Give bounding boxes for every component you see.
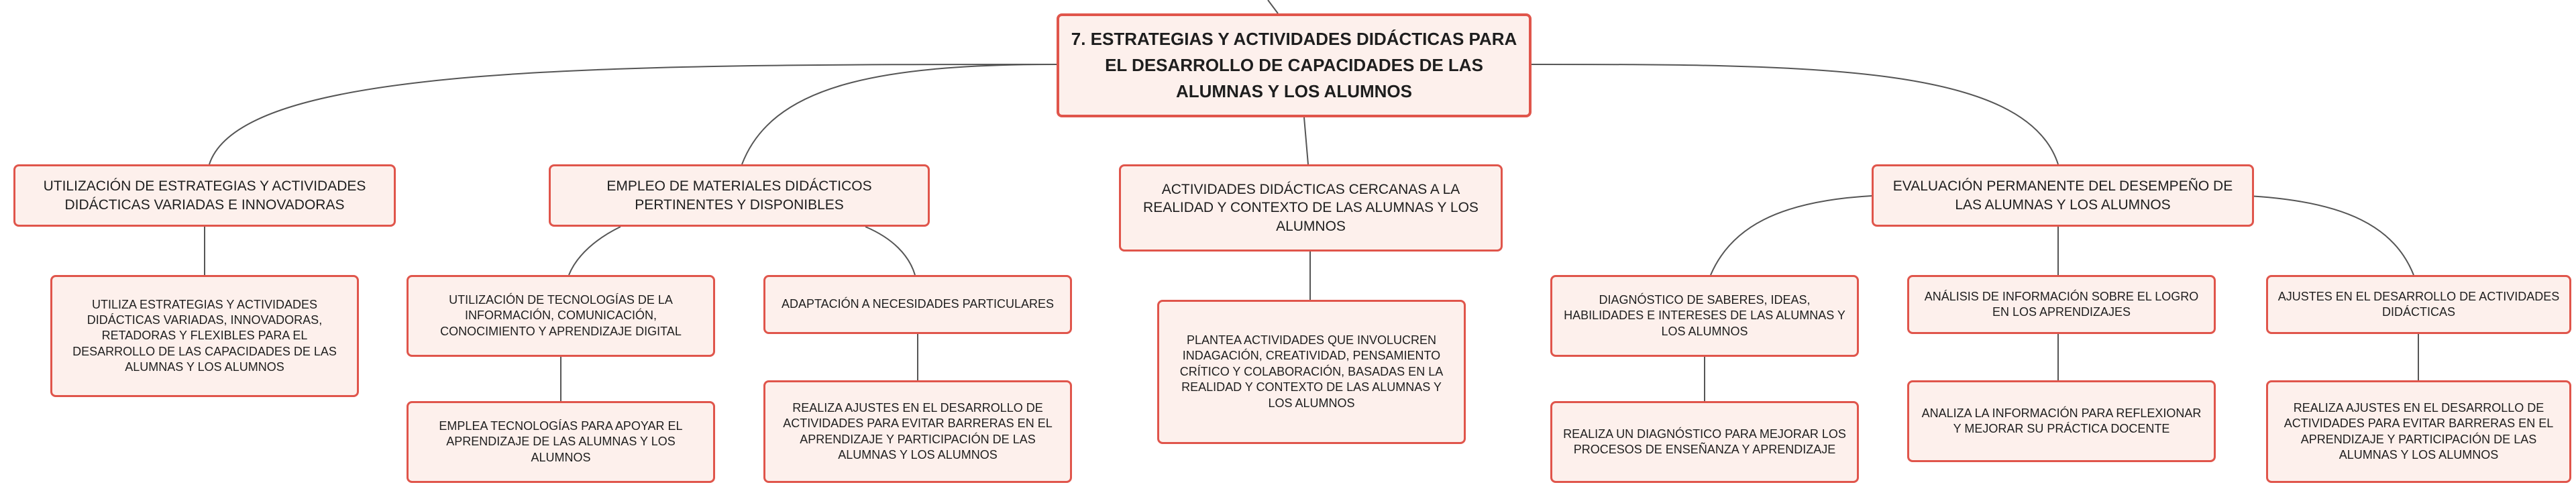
connector-b3-c0	[1711, 196, 1872, 275]
subtopic-analisis-informacion[interactable]: ANÁLISIS DE INFORMACIÓN SOBRE EL LOGRO EN LOS APRENDIZAJES	[1907, 275, 2216, 334]
branch-estrategias-variadas[interactable]: UTILIZACIÓN DE ESTRATEGIAS Y ACTIVIDADES DIDÁCTICAS VARIADAS E INNOVADORAS	[13, 164, 396, 227]
subtopic-diagnostico-saberes[interactable]: DIAGNÓSTICO DE SABERES, IDEAS, HABILIDADES E INTERESES DE LAS ALUMNAS Y LOS ALUMNOS	[1550, 275, 1859, 357]
leaf-analiza-informacion[interactable]: ANALIZA LA INFORMACIÓN PARA REFLEXIONAR Y MEJORAR SU PRÁCTICA DOCENTE	[1907, 380, 2216, 462]
leaf-realiza-ajustes-2[interactable]: REALIZA AJUSTES EN EL DESARROLLO DE ACTIVIDADES PARA EVITAR BARRERAS EN EL APRENDIZAJE Y PARTICIPACIÓN DE LAS ALUMNAS Y LOS ALUMNOS	[2266, 380, 2571, 483]
leaf-emplea-tecnologias[interactable]: EMPLEA TECNOLOGÍAS PARA APOYAR EL APRENDIZAJE DE LAS ALUMNAS Y LOS ALUMNOS	[407, 401, 715, 483]
branch-actividades-cercanas[interactable]: ACTIVIDADES DIDÁCTICAS CERCANAS A LA REALIDAD Y CONTEXTO DE LAS ALUMNAS Y LOS ALUMNOS	[1119, 164, 1503, 252]
subtopic-adaptacion-necesidades[interactable]: ADAPTACIÓN A NECESIDADES PARTICULARES	[763, 275, 1072, 334]
subtopic-utiliza-estrategias[interactable]: UTILIZA ESTRATEGIAS Y ACTIVIDADES DIDÁCTICAS VARIADAS, INNOVADORAS, RETADORAS Y FLEXIBLES PARA EL DESARROLLO DE LAS CAPACIDADES DE LAS ALUMNAS Y LOS ALUMNOS	[50, 275, 359, 397]
connector-root-b1	[742, 64, 1057, 164]
branch-evaluacion-permanente[interactable]: EVALUACIÓN PERMANENTE DEL DESEMPEÑO DE LAS ALUMNAS Y LOS ALUMNOS	[1872, 164, 2254, 227]
connector-root-b2	[1304, 117, 1308, 164]
connector-b3-c2	[2247, 196, 2414, 275]
connector-b1-c1	[865, 227, 915, 275]
connector-root-b0	[209, 64, 1057, 164]
subtopic-tecnologias-informacion[interactable]: UTILIZACIÓN DE TECNOLOGÍAS DE LA INFORMACIÓN, COMUNICACIÓN, CONOCIMIENTO Y APRENDIZAJE DIGITAL	[407, 275, 715, 357]
leaf-realiza-ajustes-1[interactable]: REALIZA AJUSTES EN EL DESARROLLO DE ACTIVIDADES PARA EVITAR BARRERAS EN EL APRENDIZAJE Y PARTICIPACIÓN DE LAS ALUMNAS Y LOS ALUMNOS	[763, 380, 1072, 483]
leaf-realiza-diagnostico[interactable]: REALIZA UN DIAGNÓSTICO PARA MEJORAR LOS PROCESOS DE ENSEÑANZA Y APRENDIZAJE	[1550, 401, 1859, 483]
subtopic-ajustes-actividades[interactable]: AJUSTES EN EL DESARROLLO DE ACTIVIDADES DIDÁCTICAS	[2266, 275, 2571, 334]
connector-b1-c0	[569, 227, 621, 275]
subtopic-plantea-actividades[interactable]: PLANTEA ACTIVIDADES QUE INVOLUCREN INDAGACIÓN, CREATIVIDAD, PENSAMIENTO CRÍTICO Y COLABORACIÓN, BASADAS EN LA REALIDAD Y CONTEXTO DE LAS ALUMNAS Y LOS ALUMNOS	[1157, 300, 1466, 444]
connector-root-top	[1268, 0, 1278, 13]
branch-materiales-didacticos[interactable]: EMPLEO DE MATERIALES DIDÁCTICOS PERTINENTES Y DISPONIBLES	[549, 164, 930, 227]
root-topic[interactable]: 7. ESTRATEGIAS Y ACTIVIDADES DIDÁCTICAS PARA EL DESARROLLO DE CAPACIDADES DE LAS ALUMNAS Y LOS ALUMNOS	[1057, 13, 1532, 117]
connector-root-b3	[1532, 64, 2058, 164]
